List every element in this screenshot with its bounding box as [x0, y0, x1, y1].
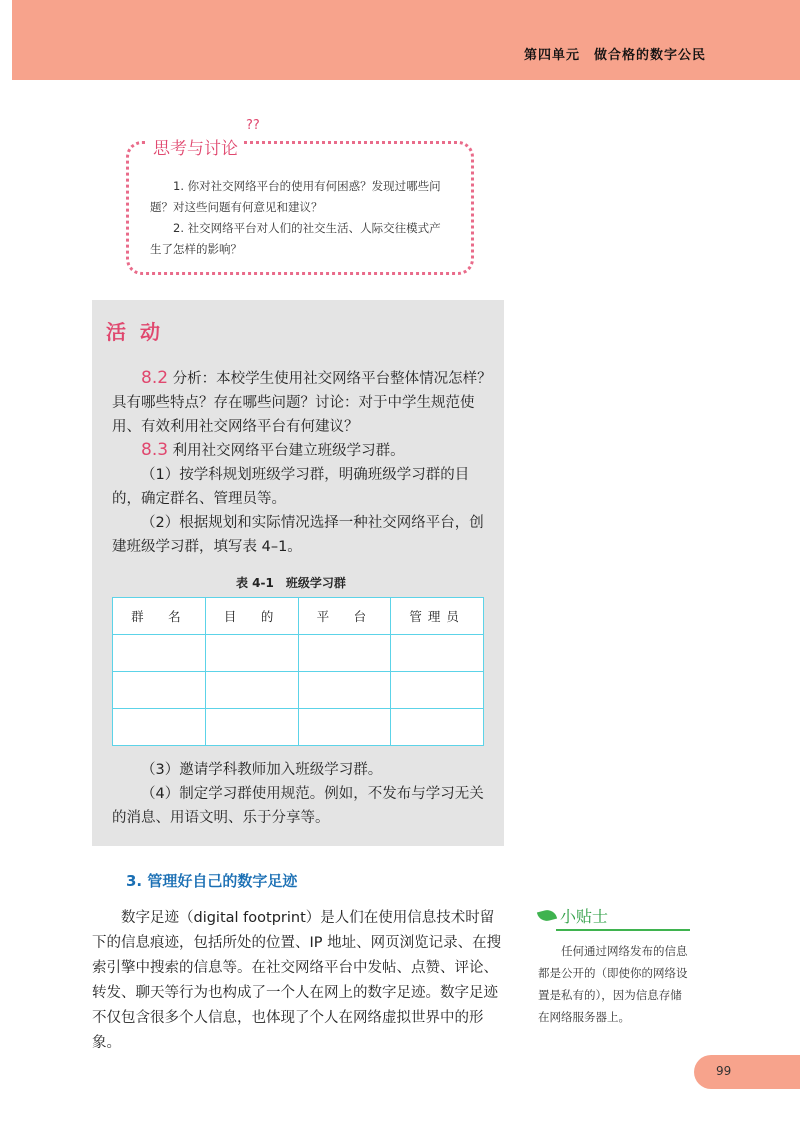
page-number-tab: [694, 1055, 800, 1089]
think-item-2: 2. 社交网络平台对人们的社交生活、人际交往模式产生了怎样的影响？: [150, 221, 441, 256]
tip-title: 小贴士: [560, 907, 609, 926]
page-number: 99: [716, 1064, 732, 1078]
table-cell: [205, 635, 298, 672]
activity-item-8-2: [112, 366, 494, 439]
question-marks-icon: ??: [246, 118, 260, 133]
table-caption: 表 4-1 班级学习群: [236, 576, 346, 590]
section-body: [92, 906, 504, 1056]
table-cell: [298, 672, 391, 709]
activity-item-8-3: [112, 438, 494, 559]
activity-num-8-3: 8.3: [141, 440, 169, 460]
activity-text-8-2: 分析：本校学生使用社交网络平台整体情况怎样？具有哪些特点？存在哪些问题？讨论：对于中学生规范使用、有效利用社交网络平台有何建议？: [112, 371, 492, 435]
tip-divider: [556, 929, 690, 931]
tip-paragraph: 任何通过网络发布的信息都是公开的（即使你的网络设置是私有的），因为信息存储在网络服务器上。: [538, 944, 688, 1024]
section-paragraph: 数字足迹（digital footprint）是人们在使用信息技术时留下的信息痕迹，包括所处的位置、IP 地址、网页浏览记录、在搜索引擎中搜索的信息等。在社交网络平台中发帖、点赞、评论、转发、聊天等行为也构成了一个人在网上的数字足迹。数字足迹不仅包含很多个人信息，也体现了个人在网络虚拟世界中的形象。: [92, 910, 502, 1051]
activity-steps-after: [112, 758, 494, 830]
study-group-table: [112, 597, 484, 746]
table-header-cell: 目 的: [205, 598, 298, 635]
tip-body: [538, 940, 690, 1028]
table-cell: [391, 672, 484, 709]
table-row: [113, 709, 484, 746]
table-cell: [205, 709, 298, 746]
table-cell: [205, 672, 298, 709]
activity-step-3: （3）邀请学科教师加入班级学习群。: [141, 762, 383, 778]
table-header-cell: 群 名: [113, 598, 206, 635]
activity-step-2: （2）根据规划和实际情况选择一种社交网络平台，创建班级学习群，填写表 4–1。: [112, 515, 484, 555]
table-cell: [298, 635, 391, 672]
table-cell: [113, 672, 206, 709]
unit-title: 第四单元 做合格的数字公民: [523, 48, 706, 63]
section-title: 3. 管理好自己的数字足迹: [126, 872, 298, 890]
activity-title: 活动: [106, 320, 174, 344]
leaf-icon: [537, 908, 557, 923]
activity-text-8-3: 利用社交网络平台建立班级学习群。: [172, 443, 405, 459]
table-header-cell: 管理员: [391, 598, 484, 635]
activity-step-4: （4）制定学习群使用规范。例如，不发布与学习无关的消息、用语文明、乐于分享等。: [112, 786, 484, 826]
table-header-row: [113, 598, 484, 635]
table-row: [113, 672, 484, 709]
table-cell: [113, 709, 206, 746]
table-cell: [298, 709, 391, 746]
table-cell: [391, 709, 484, 746]
activity-num-8-2: 8.2: [141, 368, 169, 388]
table-cell: [113, 635, 206, 672]
think-discuss-body: [150, 176, 450, 260]
table-cell: [391, 635, 484, 672]
think-discuss-title: 思考与讨论: [148, 134, 243, 159]
header-banner: [12, 0, 800, 80]
think-item-1: 1. 你对社交网络平台的使用有何困惑？发现过哪些问题？对这些问题有何意见和建议？: [150, 179, 441, 214]
table-row: [113, 635, 484, 672]
table-header-cell: 平 台: [298, 598, 391, 635]
activity-step-1: （1）按学科规划班级学习群，明确班级学习群的目的，确定群名、管理员等。: [112, 467, 470, 507]
